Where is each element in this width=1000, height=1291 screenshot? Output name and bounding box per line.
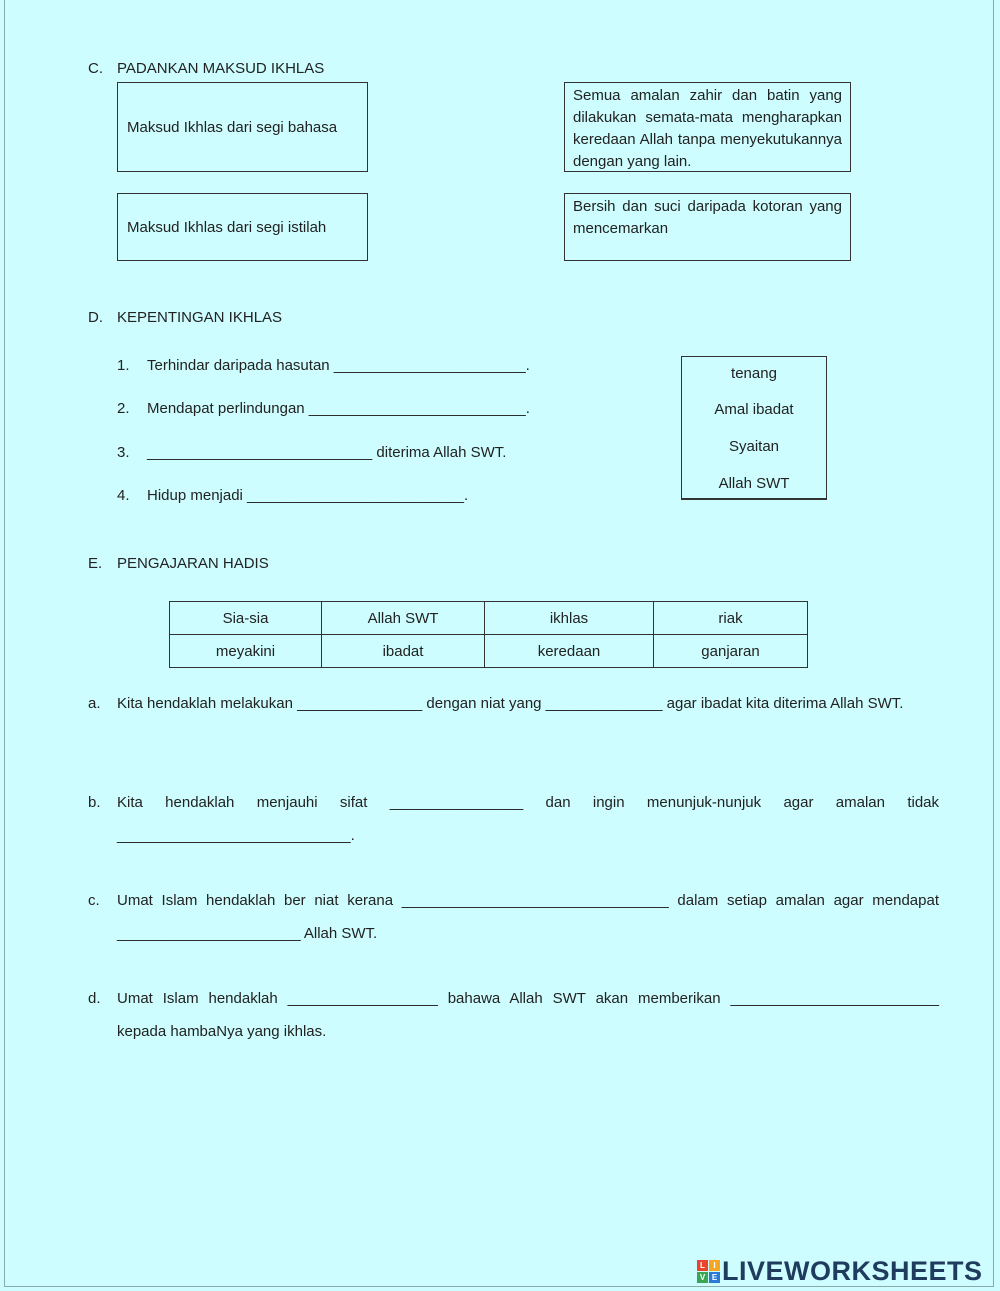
importance-text-2[interactable]: Mendapat perlindungan __________________________.: [147, 400, 530, 417]
match-right-text-2: Bersih dan suci daripada kotoran yang mencemarkan: [573, 198, 842, 237]
importance-num-2: 2.: [117, 400, 130, 417]
section-d-title: KEPENTINGAN IKHLAS: [117, 309, 283, 326]
lesson-text-a[interactable]: Kita hendaklah melakukan _______________ dengan niat yang ______________ agar ibadat kita diterima Allah SWT.: [117, 695, 904, 712]
logo-tile: E: [709, 1272, 720, 1283]
word-bank-item[interactable]: tenang: [731, 365, 777, 382]
table-cell[interactable]: ganjaran: [654, 635, 808, 668]
word-table: [169, 601, 808, 668]
word-bank-item[interactable]: Amal ibadat: [714, 401, 794, 418]
match-right-box-2[interactable]: [564, 193, 851, 261]
lesson-letter-b: b.: [88, 794, 101, 811]
match-left-box-2[interactable]: [117, 193, 368, 261]
importance-text-4[interactable]: Hidup menjadi __________________________.: [147, 487, 469, 504]
section-c-letter: C.: [88, 60, 103, 77]
match-right-box-1[interactable]: [564, 82, 851, 172]
match-left-box-1[interactable]: [117, 82, 368, 172]
lesson-paragraph-b: [88, 786, 939, 852]
importance-item-4: [117, 487, 468, 504]
section-d-heading: [88, 309, 282, 326]
section-d-letter: D.: [88, 309, 103, 326]
match-left-text-2: Maksud Ikhlas dari segi istilah: [127, 218, 327, 236]
section-e-title: PENGAJARAN HADIS: [117, 555, 269, 572]
importance-text-3[interactable]: ___________________________ diterima Allah SWT.: [147, 444, 507, 461]
table-cell[interactable]: riak: [654, 602, 808, 635]
importance-num-4: 4.: [117, 487, 130, 504]
table-cell[interactable]: meyakini: [170, 635, 322, 668]
importance-item-1: [117, 357, 530, 374]
lesson-text-d[interactable]: Umat Islam hendaklah __________________ bahawa Allah SWT akan memberikan _________________________ kepada hambaNya yang ikhlas.: [117, 990, 939, 1040]
table-cell[interactable]: keredaan: [485, 635, 654, 668]
lesson-text-b[interactable]: Kita hendaklah menjauhi sifat ________________ dan ingin menunjuk-nunjuk agar amalan tidak ____________________________.: [117, 794, 939, 844]
section-c-heading: [88, 60, 324, 77]
importance-item-2: [117, 400, 530, 417]
lesson-paragraph-a: [88, 687, 939, 720]
importance-num-3: 3.: [117, 444, 130, 461]
lesson-paragraph-c: [88, 884, 939, 950]
match-right-text-1: Semua amalan zahir dan batin yang dilakukan semata-mata mengharapkan keredaan Allah tanpa menyekutukannya dengan yang lain.: [573, 87, 842, 170]
lesson-letter-c: c.: [88, 892, 100, 909]
section-e-letter: E.: [88, 555, 103, 572]
word-bank: [681, 356, 827, 500]
match-left-text-1: Maksud Ikhlas dari segi bahasa: [127, 118, 338, 136]
word-bank-item[interactable]: Allah SWT: [718, 475, 790, 492]
logo-tile: V: [697, 1272, 708, 1283]
word-bank-item[interactable]: Syaitan: [728, 438, 780, 455]
section-e-heading: [88, 555, 269, 572]
liveworksheets-logo-icon: [697, 1260, 720, 1283]
table-cell[interactable]: Sia-sia: [170, 602, 322, 635]
logo-tile: I: [709, 1260, 720, 1271]
liveworksheets-logo-text: LIVEWORKSHEETS: [722, 1255, 983, 1286]
table-cell[interactable]: ikhlas: [485, 602, 654, 635]
table-cell[interactable]: ibadat: [322, 635, 485, 668]
importance-text-1[interactable]: Terhindar daripada hasutan _______________________.: [147, 357, 530, 374]
section-c-title: PADANKAN MAKSUD IKHLAS: [117, 60, 325, 77]
table-row: [170, 635, 808, 668]
table-row: [170, 602, 808, 635]
importance-item-3: [117, 444, 506, 461]
liveworksheets-logo[interactable]: [697, 1255, 983, 1287]
table-cell[interactable]: Allah SWT: [322, 602, 485, 635]
logo-tile: L: [697, 1260, 708, 1271]
importance-num-1: 1.: [117, 357, 130, 374]
lesson-letter-a: a.: [88, 695, 101, 712]
lesson-letter-d: d.: [88, 990, 101, 1007]
lesson-paragraph-d: [88, 982, 939, 1048]
lesson-text-c[interactable]: Umat Islam hendaklah ber niat kerana ________________________________ dalam setiap amalan agar mendapat ______________________ Allah SWT.: [117, 892, 939, 942]
